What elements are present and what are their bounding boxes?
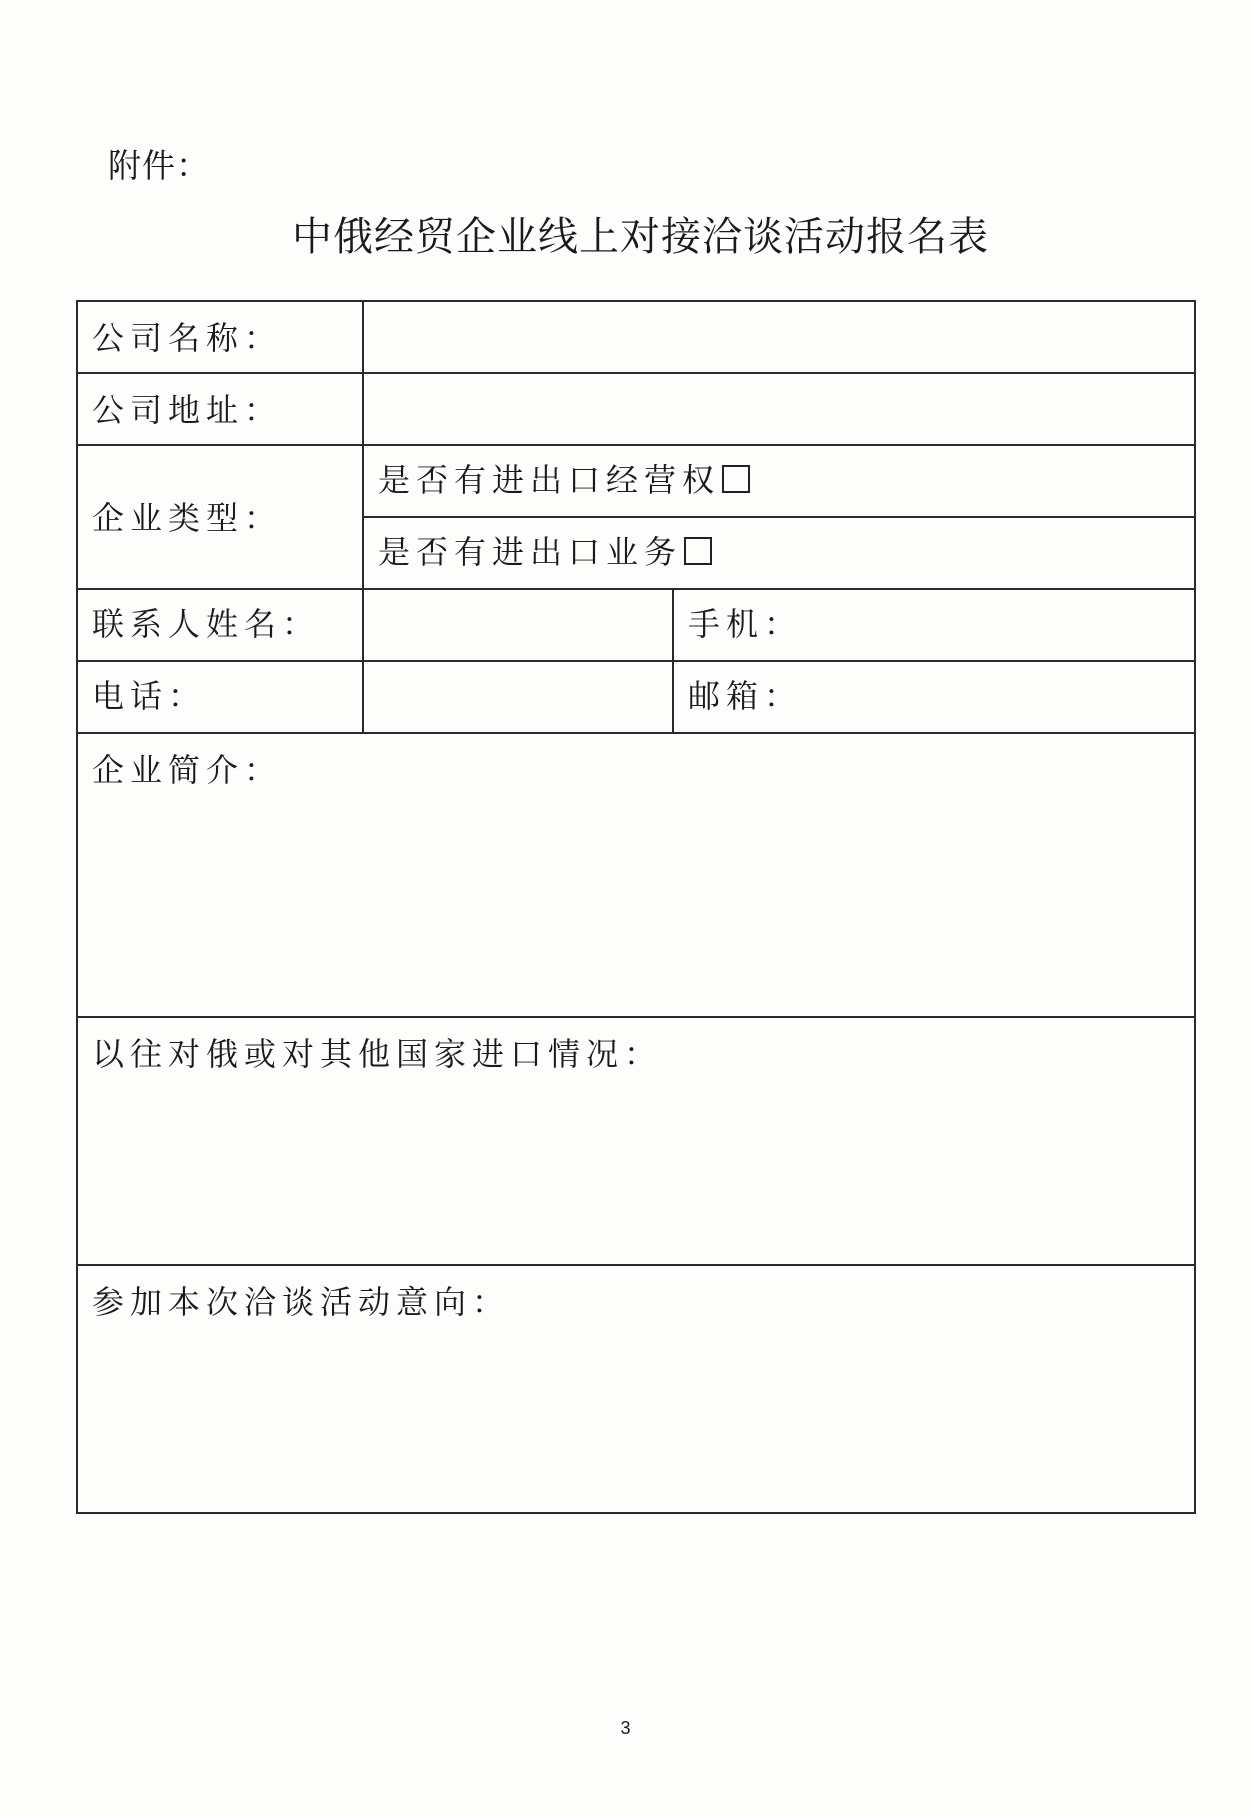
mobile-field[interactable]: [798, 594, 1188, 656]
row-divider: [78, 1264, 1194, 1266]
contact-name-field[interactable]: [368, 594, 668, 656]
row-divider: [78, 588, 1194, 590]
option-label: 是否有进出口经营权: [378, 461, 721, 499]
contact-name-label: 联系人姓名：: [92, 605, 321, 643]
row-divider: [78, 1016, 1194, 1018]
import-export-right-option[interactable]: [378, 461, 750, 499]
phone-field[interactable]: [368, 666, 668, 728]
company-type-label: 企业类型：: [92, 499, 283, 537]
email-label: 邮箱：: [688, 677, 803, 715]
option-label: 是否有进出口业务: [378, 533, 683, 571]
participation-intention-field[interactable]: [92, 1334, 1182, 1504]
company-profile-field[interactable]: [92, 802, 1182, 1007]
form-title: 中俄经贸企业线上对接洽谈活动报名表: [292, 214, 989, 260]
row-divider: [364, 516, 1194, 518]
attachment-label: 附件：: [108, 146, 210, 185]
checkbox-icon[interactable]: [722, 465, 750, 493]
row-divider: [78, 444, 1194, 446]
page-number: 3: [620, 1718, 631, 1738]
mobile-label: 手机：: [688, 605, 803, 643]
company-address-label: 公司地址：: [92, 391, 283, 429]
company-name-label: 公司名称：: [92, 319, 283, 357]
row-divider: [78, 732, 1194, 734]
import-history-field[interactable]: [92, 1086, 1182, 1256]
import-history-label: 以往对俄或对其他国家进口情况：: [92, 1035, 663, 1073]
column-divider: [362, 302, 364, 732]
company-name-field[interactable]: [368, 306, 1188, 368]
company-profile-label: 企业简介：: [92, 751, 283, 789]
registration-form-table: [76, 300, 1196, 1514]
email-field[interactable]: [798, 666, 1188, 728]
company-address-field[interactable]: [368, 378, 1188, 440]
participation-intention-label: 参加本次洽谈活动意向：: [92, 1283, 511, 1321]
row-divider: [78, 372, 1194, 374]
column-divider: [672, 588, 674, 732]
checkbox-icon[interactable]: [684, 537, 712, 565]
row-divider: [78, 660, 1194, 662]
phone-label: 电话：: [92, 677, 207, 715]
import-export-business-option[interactable]: [378, 533, 712, 571]
